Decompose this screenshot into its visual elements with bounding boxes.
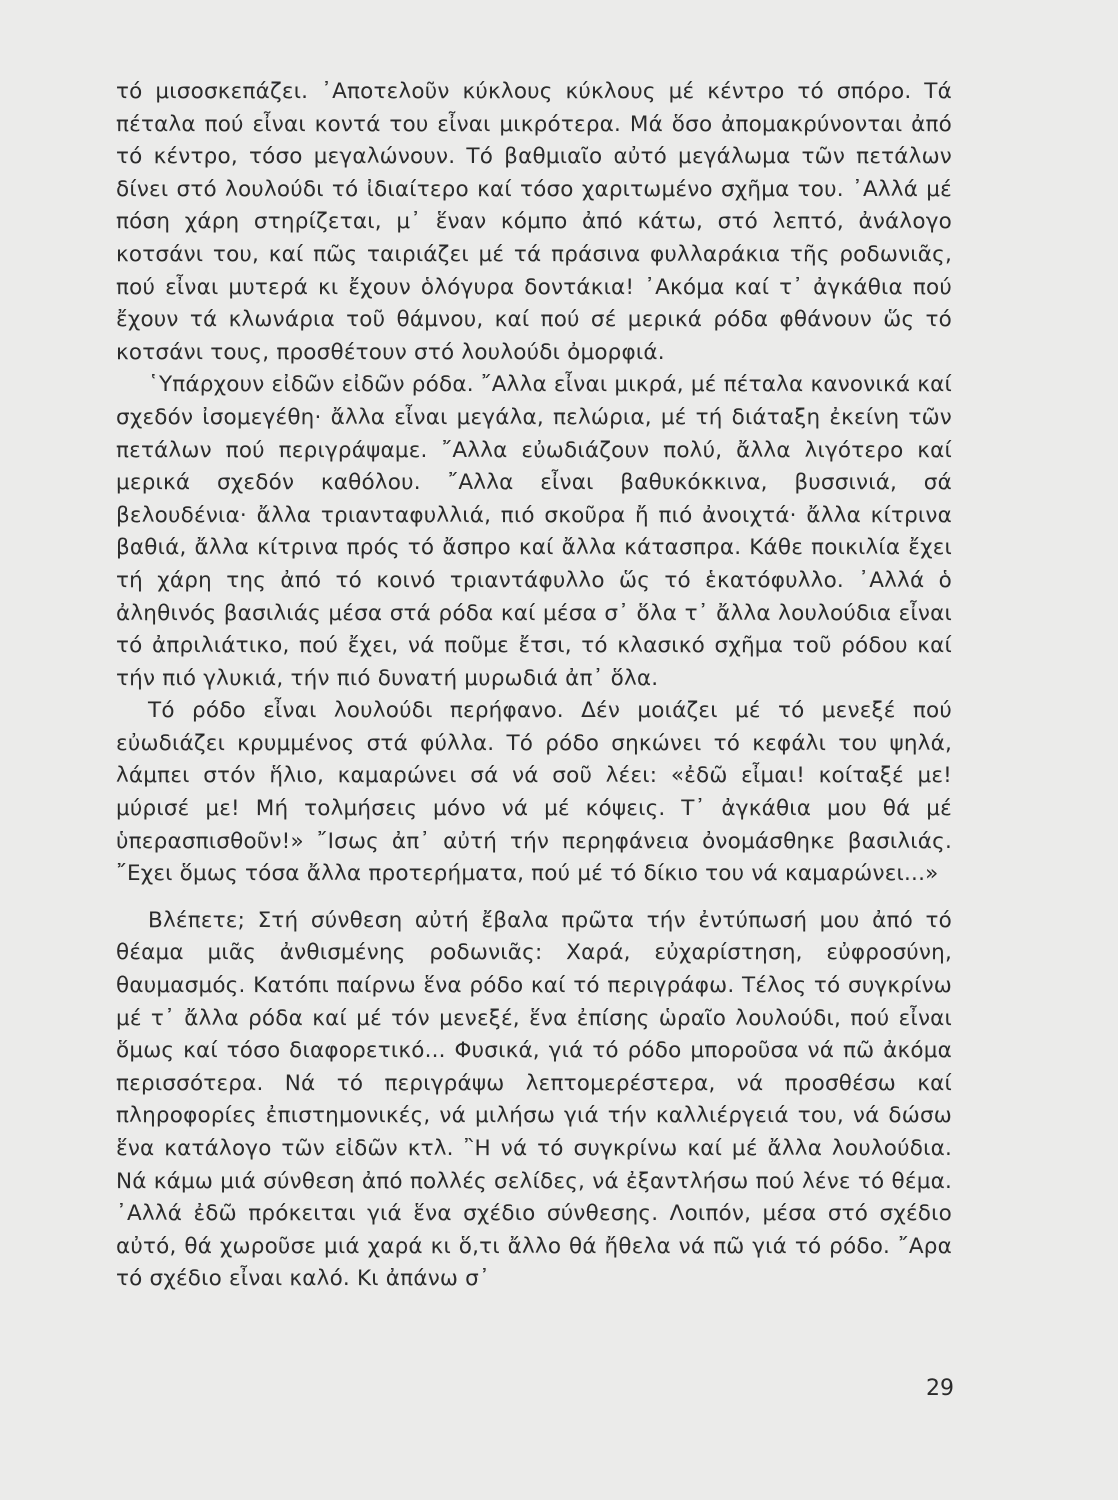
paragraph-continuation: τό μισοσκεπάζει. ᾿Αποτελοῦν κύκλους κύκλους μέ κέντρο τό σπόρο. Τά πέταλα πού εἶναι κοντά του εἶναι μικρότερα. Μά ὅσο ἀπομακρύνονται ἀπό τό κέντρο, τόσο μεγαλώνουν. Τό βαθμιαῖο αὐτό μεγάλωμα τῶν πετάλων δίνει στό λουλούδι τό ἰδιαίτερο καί τόσο χαριτωμένο σχῆμα του. ᾿Αλλά μέ πόση χάρη στηρίζεται, μ᾿ ἕναν κόμπο ἀπό κάτω, στό λεπτό, ἀνάλογο κοτσάνι του, καί πῶς ταιριάζει μέ τά πράσινα φυλλαράκια τῆς ροδωνιᾶς, πού εἶναι μυτερά κι ἔχουν ὁλόγυρα δοντάκια! ᾿Ακόμα καί τ᾿ ἀγκάθια πού ἔχουν τά κλωνάρια τοῦ θάμνου, καί πού σέ μερικά ρόδα φθάνουν ὥς τό κοτσάνι τους, προσθέτουν στό λουλούδι ὀμορφιά. [116,79,952,365]
body-text [116,76,952,1296]
paragraph-proud-rose: Τό ρόδο εἶναι λουλούδι περήφανο. Δέν μοιάζει μέ τό μενεξέ πού εὐωδιάζει κρυμμένος στά φύλλα. Τό ρόδο σηκώνει τό κεφάλι του ψηλά, λάμπει στόν ἥλιο, καμαρώνει σά νά σοῦ λέει: «ἐδῶ εἶμαι! κοίταξέ με! μύρισέ με! Μή τολμήσεις μόνο νά μέ κόψεις. Τ᾿ ἀγκάθια μου θά μέ ὑπερασπισθοῦν!» ῎Ισως ἀπ᾿ αὐτή τήν περηφάνεια ὀνομάσθηκε βασιλιάς. ῎Εχει ὅμως τόσα ἄλλα προτερήματα, πού μέ τό δίκιο του νά καμαρώνει...» [116,698,952,887]
paragraph-rose-varieties: ῾Υπάρχουν εἰδῶν εἰδῶν ρόδα. ῎Αλλα εἶναι μικρά, μέ πέταλα κανονικά καί σχεδόν ἰσομεγέθη· ἄλλα εἶναι μεγάλα, πελώρια, μέ τή διάταξη ἐκείνη τῶν πετάλων πού περιγράψαμε. ῎Αλλα εὐωδιάζουν πολύ, ἄλλα λιγότερο καί μερικά σχεδόν καθόλου. ῎Αλλα εἶναι βαθυκόκκινα, βυσσινιά, σά βελουδένια· ἄλλα τριανταφυλλιά, πιό σκοῦρα ἤ πιό ἀνοιχτά· ἄλλα κίτρινα βαθιά, ἄλλα κίτρινα πρός τό ἄσπρο καί ἄλλα κάτασπρα. Κάθε ποικιλία ἔχει τή χάρη της ἀπό τό κοινό τριαντάφυλλο ὥς τό ἑκατόφυλλο. ᾿Αλλά ὁ ἀληθινός βασιλιάς μέσα στά ρόδα καί μέσα σ᾿ ὅλα τ᾿ ἄλλα λουλούδια εἶναι τό ἀπριλιάτικο, πού ἔχει, νά ποῦμε ἔτσι, τό κλασικό σχῆμα τοῦ ρόδου καί τήν πιό γλυκιά, τήν πιό δυνατή μυρωδιά ἀπ᾿ ὅλα. [116,372,952,691]
paragraph-composition-plan: Βλέπετε; Στή σύνθεση αὐτή ἔβαλα πρῶτα τήν ἐντύπωσή μου ἀπό τό θέαμα μιᾶς ἀνθισμένης ροδωνιᾶς: Χαρά, εὐχαρίστηση, εὐφροσύνη, θαυμασμός. Κατόπι παίρνω ἕνα ρόδο καί τό περιγράφω. Τέλος τό συγκρίνω μέ τ᾿ ἄλλα ρόδα καί μέ τόν μενεξέ, ἕνα ἐπίσης ὡραῖο λουλούδι, πού εἶναι ὅμως καί τόσο διαφορετικό... Φυσικά, γιά τό ρόδο μποροῦσα νά πῶ ἀκόμα περισσότερα. Νά τό περιγράψω λεπτομερέστερα, νά προσθέσω καί πληροφορίες ἐπιστημονικές, νά μιλήσω γιά τήν καλλιέργειά του, νά δώσω ἕνα κατάλογο τῶν εἰδῶν κτλ. ῍Η νά τό συγκρίνω καί μέ ἄλλα λουλούδια. Νά κάμω μιά σύνθεση ἀπό πολλές σελίδες, νά ἐξαντλήσω πού λένε τό θέμα. ᾿Αλλά ἐδῶ πρόκειται γιά ἕνα σχέδιο σύνθεσης. Λοιπόν, μέσα στό σχέδιο αὐτό, θά χωροῦσε μιά χαρά κι ὅ,τι ἄλλο θά ἤθελα νά πῶ γιά τό ρόδο. ῎Αρα τό σχέδιο εἶναι καλό. Κι ἀπάνω σ᾿ [116,907,952,1292]
page-number: 29 [926,1376,954,1401]
